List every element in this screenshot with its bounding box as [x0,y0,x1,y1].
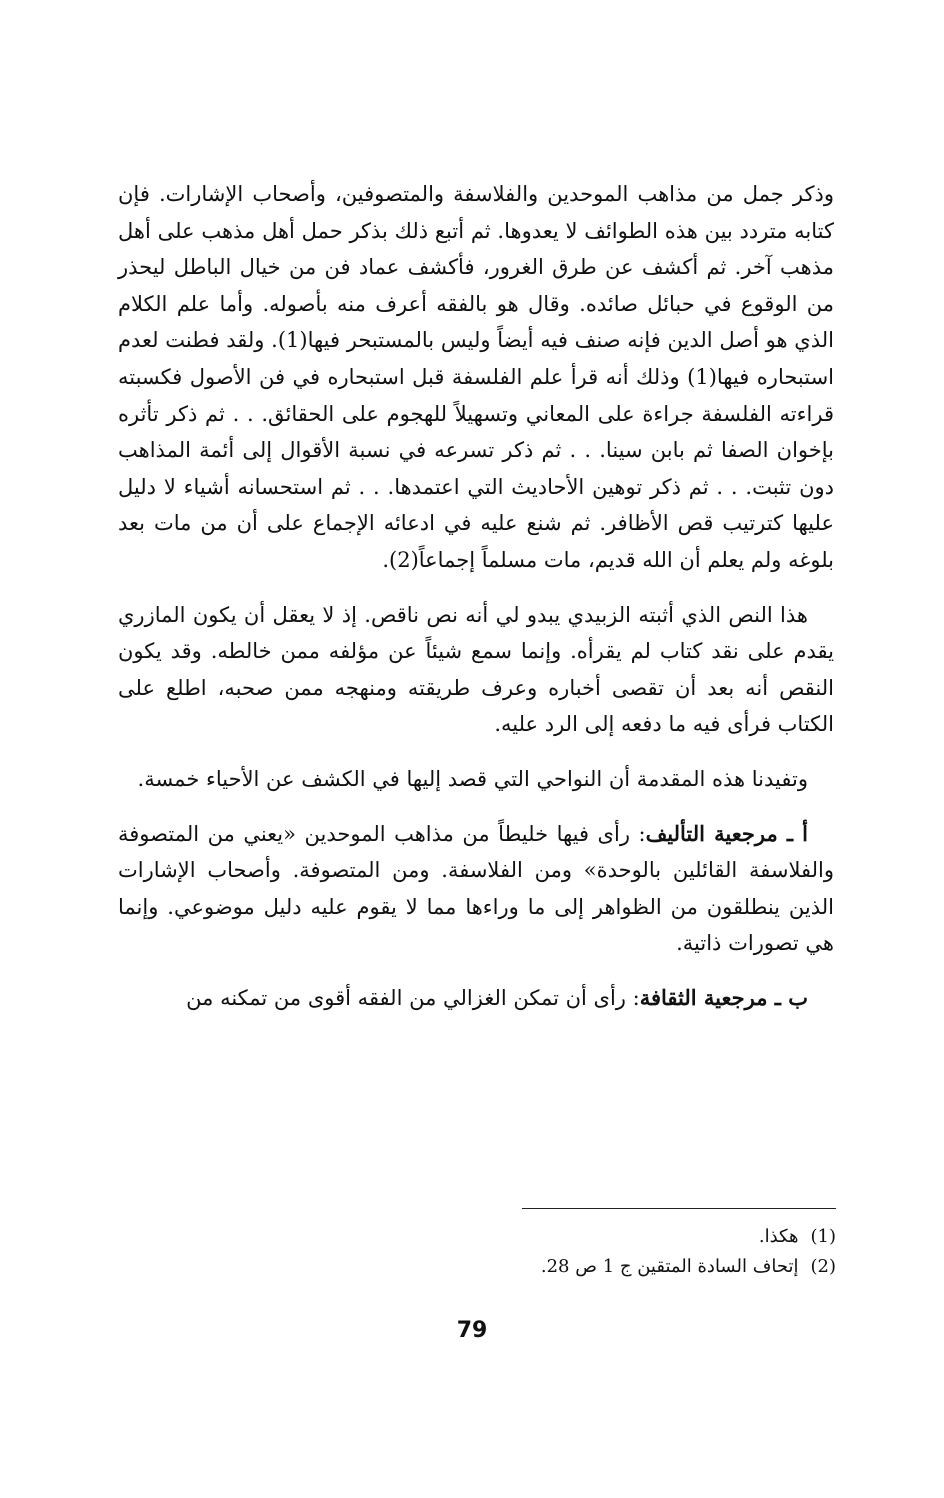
footnote-1-number: (1) [810,1226,836,1247]
section-term-authorship: أ ـ مرجعية التأليف [645,820,808,846]
footnote-divider [522,1208,836,1209]
footnotes [400,1222,836,1282]
section-term-culture: ب ـ مرجعية الثقافة [639,984,808,1010]
footnote-2-text: إتحاف السادة المتقين ج 1 ص 28. [540,1256,799,1277]
paragraph-4-text: : رأى فيها خليطاً من مذاهب الموحدين «يعني من المتصوفة والفلاسفة القائلين بالوحدة» ومن الفلاسفة. ومن المتصوفة. وأصحاب الإشارات الذين ينطلقون من الظواهر إلى ما وراءها مما لا يقوم عليه دليل موضوعي. وإنما هي تصورات ذاتية. [118,821,834,956]
paragraph-1: وذكر جمل من مذاهب الموحدين والفلاسفة والمتصوفين، وأصحاب الإشارات. فإن كتابه متردد بين هذه الطوائف لا يعدوها. ثم أتبع ذلك بذكر حمل أهل مذهب على أهل مذهب آخر. ثم أكشف عن طرق الغرور، فأكشف عماد فن من خيال الباطل ليحذر من الوقوع في حبائل صائده. وقال هو بالفقه أعرف منه بأصوله. وأما علم الكلام الذي هو أصل الدين فإنه صنف فيه أيضاً وليس بالمستبحر فيها(1). ولقد فطنت لعدم استبحاره فيها(1) وذلك أنه قرأ علم الفلسفة قبل استبحاره في فن الأصول فكسبته قراءته الفلسفة جراءة على المعاني وتسهيلاً للهجوم على الحقائق. . . ثم ذكر تأثره بإخوان الصفا ثم بابن سينا. . . ثم ذكر تسرعه في نسبة الأقوال إلى أئمة المذاهب دون تثبت. . . ثم ذكر توهين الأحاديث التي اعتمدها. . . ثم استحسانه أشياء لا دليل عليها كترتيب قص الأظافر. ثم شنع عليه في ادعائه الإجماع على أن من مات بعد بلوغه ولم يعلم أن الله قديم، مات مسلماً إجماعاً(2). [118,182,835,572]
footnote-2 [400,1252,836,1282]
page-number: 79 [456,1318,488,1343]
paragraph-3: وتفيدنا هذه المقدمة أن النواحي التي قصد إليها في الكشف عن الأحياء خمسة. [137,766,808,791]
paragraph-5 [118,980,834,1017]
footnote-1-text: هكذا. [758,1226,799,1247]
paragraph-4 [118,816,834,962]
footnote-1 [400,1222,836,1252]
paragraph-2: هذا النص الذي أثبته الزبيدي يبدو لي أنه نص ناقص. إذ لا يعقل أن يكون المازري يقدم على نقد كتاب لم يقرأه. وإنما سمع شيئاً عن مؤلفه ممن خالطه. وقد يكون النقص أنه بعد أن تقصى أخباره وعرف طريقته ومنهجه ممن صحبه، اطلع على الكتاب فرأى فيه ما دفعه إلى الرد عليه. [118,602,834,737]
main-text [118,176,834,1034]
footnote-2-number: (2) [810,1256,836,1277]
paragraph-5-text: : رأى أن تمكن الغزالي من الفقه أقوى من تمكنه من [186,985,640,1010]
